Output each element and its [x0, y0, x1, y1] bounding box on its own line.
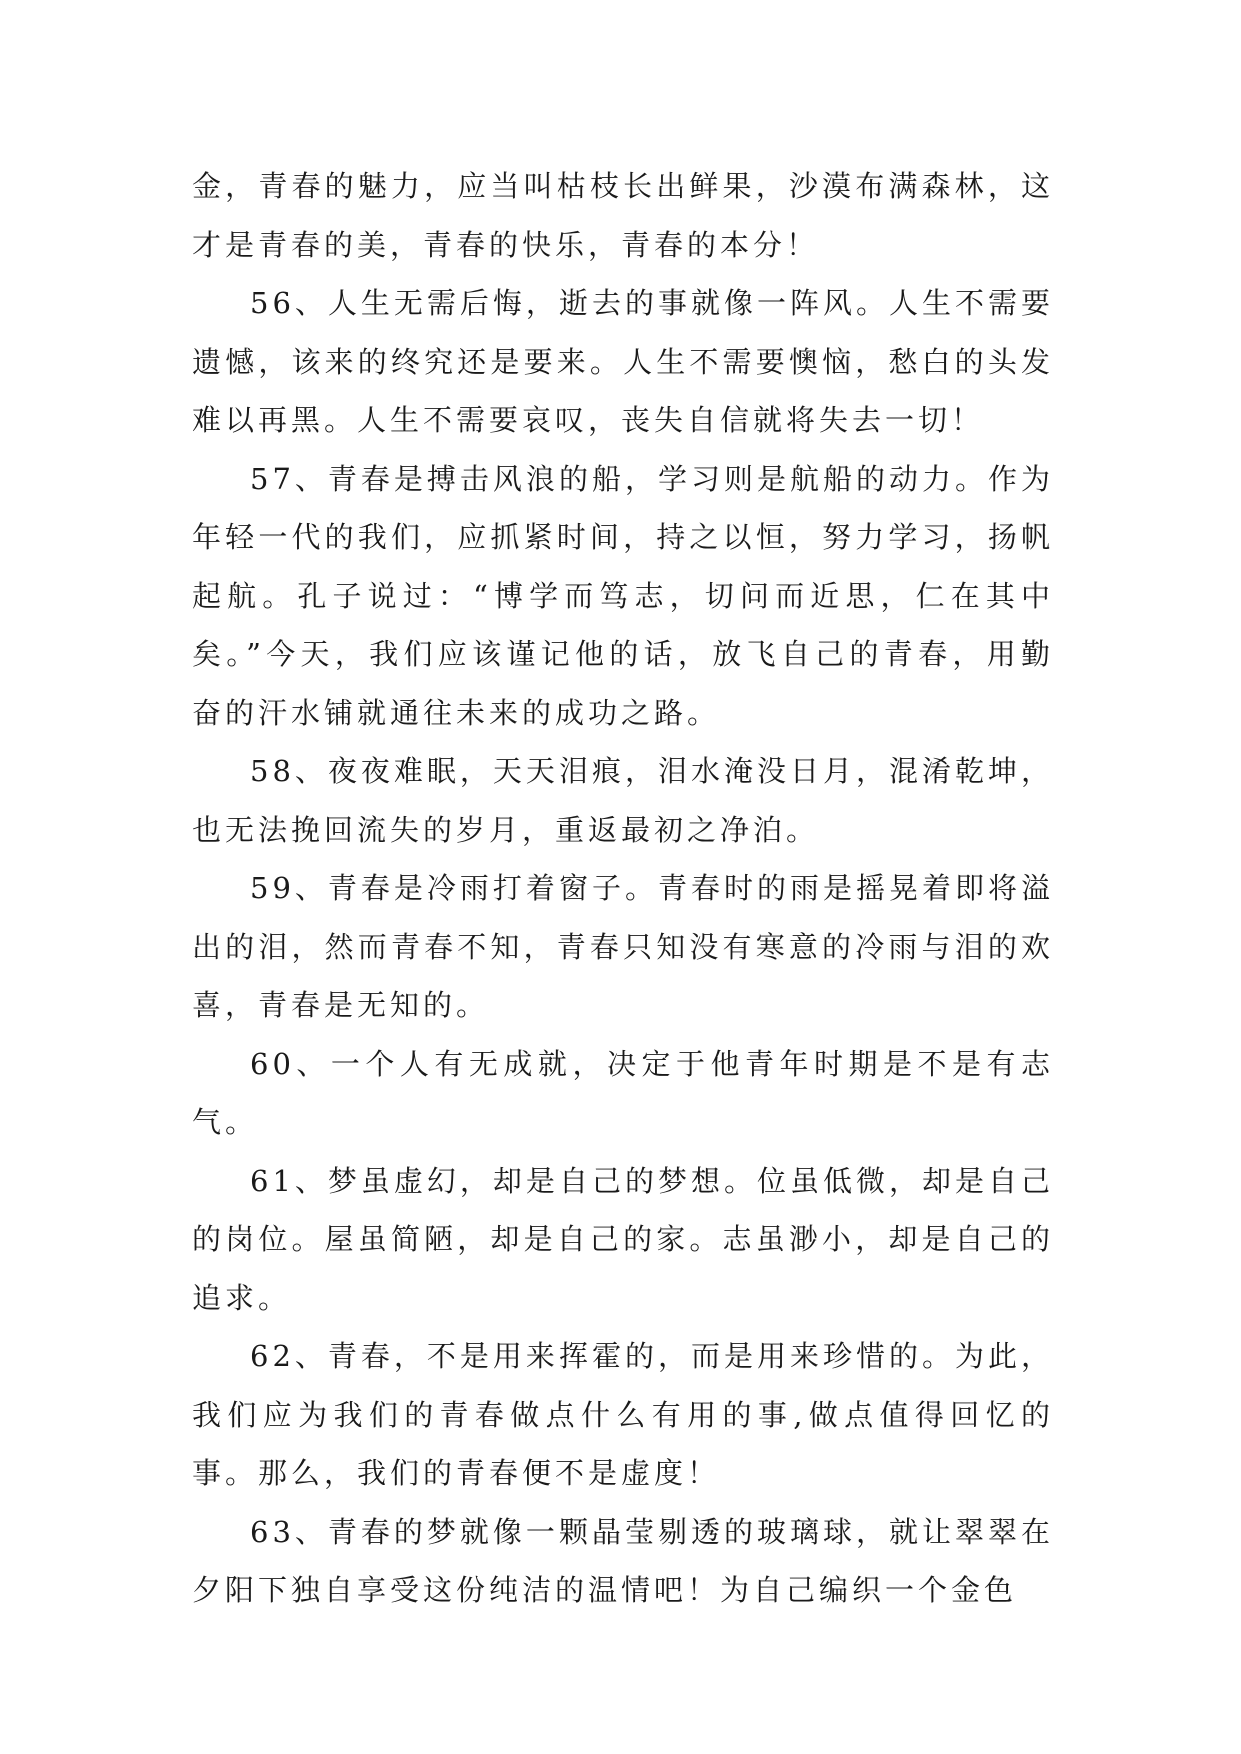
paragraph-61: 61、梦虽虚幻，却是自己的梦想。位虽低微，却是自己的岗位。屋虽简陋，却是自己的家。志虽渺小，却是自己的追求。 — [192, 1163, 1054, 1315]
paragraph-62: 62、青春，不是用来挥霍的，而是用来珍惜的。为此，我们应为我们的青春做点什么有用的事,做点值得回忆的事。那么，我们的青春便不是虚度！ — [192, 1339, 1054, 1490]
paragraph-59: 59、青春是冷雨打着窗子。青春时的雨是摇晃着即将溢出的泪，然而青春不知，青春只知没有寒意的冷雨与泪的欢喜，青春是无知的。 — [192, 871, 1054, 1022]
paragraph-56: 56、人生无需后悔，逝去的事就像一阵风。人生不需要遗憾，该来的终究还是要来。人生不需要懊恼，愁白的头发难以再黑。人生不需要哀叹，丧失自信就将失去一切！ — [192, 286, 1054, 437]
paragraph-58: 58、夜夜难眠，天天泪痕，泪水淹没日月，混淆乾坤，也无法挽回流失的岁月，重返最初之净泊。 — [192, 754, 1054, 847]
paragraph-60: 60、一个人有无成就，决定于他青年时期是不是有志气。 — [192, 1046, 1054, 1139]
paragraph-63: 63、青春的梦就像一颗晶莹剔透的玻璃球，就让翠翠在夕阳下独自享受这份纯洁的温情吧！为自己编织一个金色 — [192, 1514, 1054, 1607]
document-body — [192, 157, 1054, 1620]
paragraph-57: 57、青春是搏击风浪的船，学习则是航船的动力。作为年轻一代的我们，应抓紧时间，持之以恒，努力学习，扬帆起航。孔子说过：“博学而笃志，切问而近思，仁在其中矣。”今天，我们应该谨记他的话，放飞自己的青春，用勤奋的汗水铺就通往未来的成功之路。 — [192, 461, 1054, 730]
paragraph-continuation: 金，青春的魅力，应当叫枯枝长出鲜果，沙漠布满森林，这才是青春的美，青春的快乐，青春的本分！ — [192, 169, 1054, 262]
